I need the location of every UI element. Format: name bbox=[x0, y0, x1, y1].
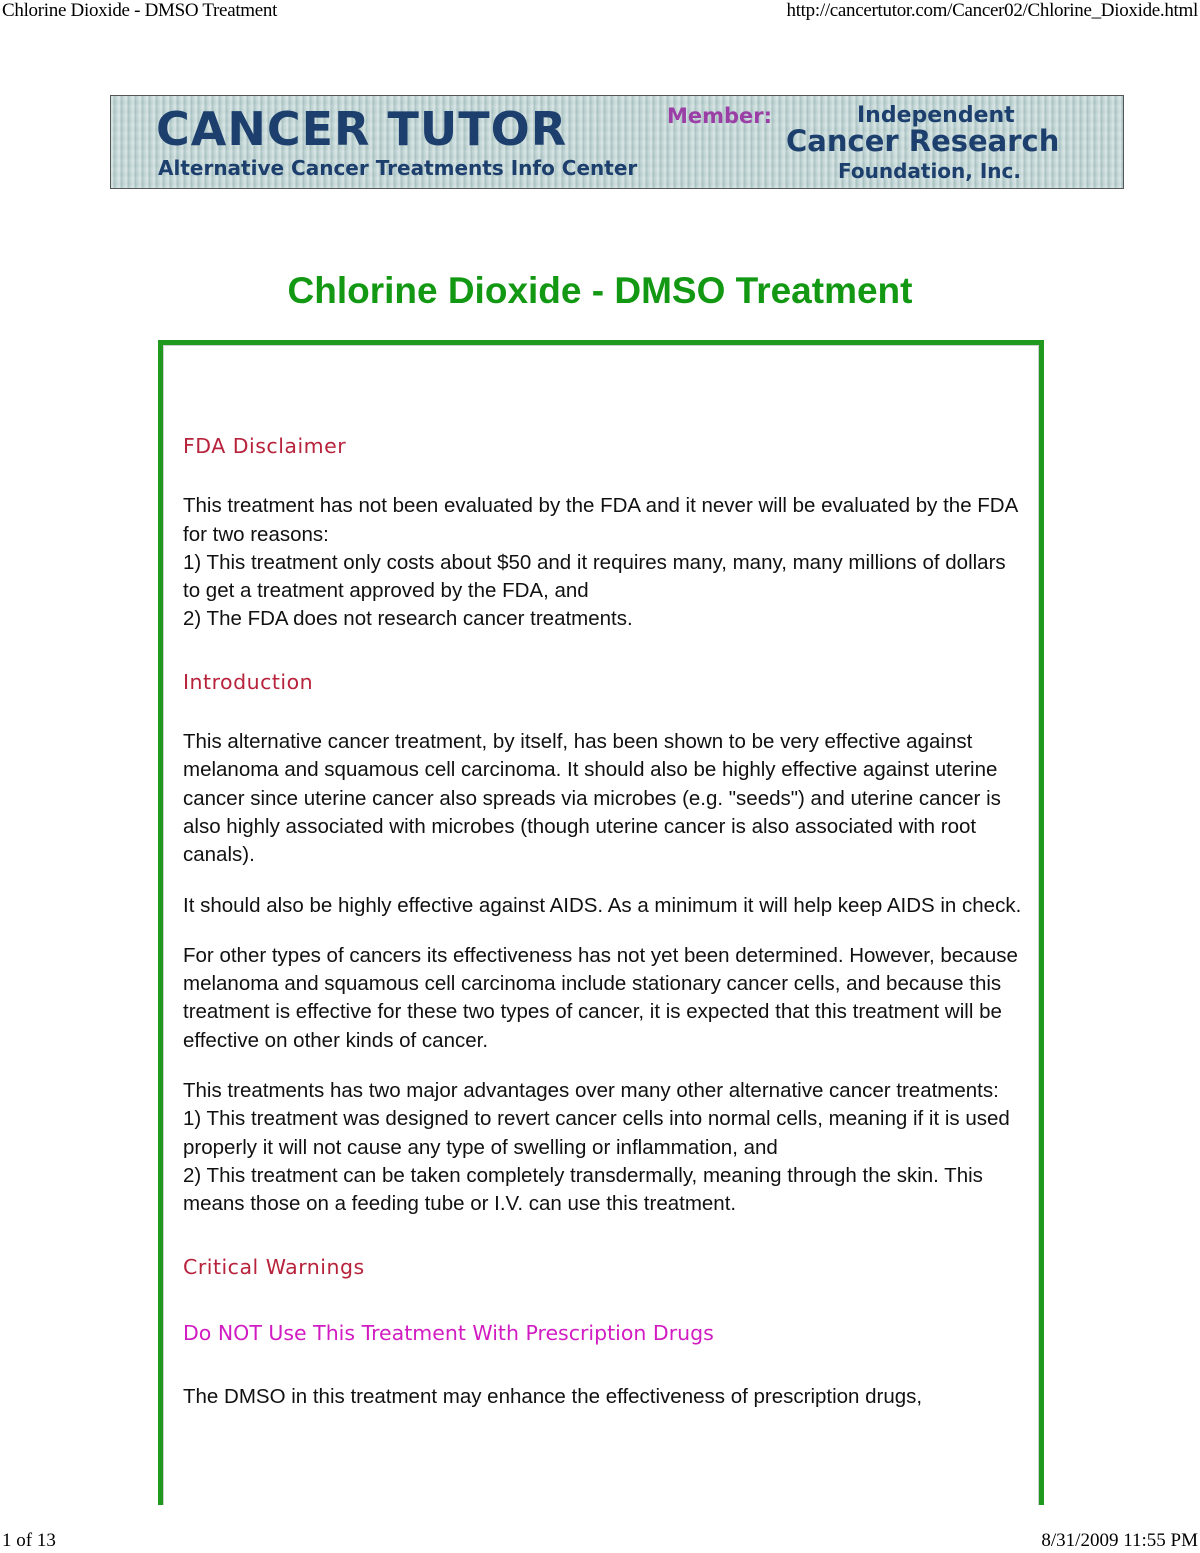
warnings-paragraph-1: The DMSO in this treatment may enhance the effectiveness of prescription drugs, bbox=[183, 1385, 923, 1409]
fda-disclaimer-heading: FDA Disclaimer bbox=[183, 434, 347, 458]
intro-p4-line-3: 2) This treatment can be taken completely transdermally, meaning through the skin. This means those on a feeding tube or I.V. can use this treatment. bbox=[183, 1163, 983, 1216]
intro-p4-line-2: 1) This treatment was designed to revert cancer cells into normal cells, meaning if it is used properly it will not cause any type of swelling or inflammation, and bbox=[183, 1107, 1010, 1159]
print-header-title: Chlorine Dioxide - DMSO Treatment bbox=[2, 0, 278, 21]
intro-p4-line-1: This treatments has two major advantages over many other alternative cancer treatments: bbox=[183, 1079, 999, 1103]
prescription-drugs-warning-heading: Do NOT Use This Treatment With Prescription Drugs bbox=[183, 1320, 714, 1345]
content-box bbox=[158, 340, 1044, 1505]
intro-paragraph-3: For other types of cancers its effectiveness has not yet been determined. However, because melanoma and squamous cell carcinoma include stationary cancer cells, and because this treatment is effective for these two types of cancer, it is expected that this treatment will be effective on other kinds of cancer. bbox=[183, 943, 1018, 1052]
fda-line-1: This treatment has not been evaluated by the FDA and it never will be evaluated by the FDA for two reasons: bbox=[183, 494, 1018, 546]
critical-warnings-heading: Critical Warnings bbox=[183, 1254, 365, 1279]
intro-paragraph-4 bbox=[183, 1077, 1023, 1218]
fda-disclaimer-text bbox=[183, 492, 1023, 633]
site-banner[interactable] bbox=[110, 95, 1124, 189]
banner-foundation: Foundation, Inc. bbox=[838, 159, 1021, 183]
print-footer-datetime: 8/31/2009 11:55 PM bbox=[1041, 1530, 1198, 1551]
fda-line-3: 2) The FDA does not research cancer treatments. bbox=[183, 607, 633, 631]
print-footer-page-count: 1 of 13 bbox=[2, 1530, 56, 1551]
intro-paragraph-1: This alternative cancer treatment, by itself, has been shown to be very effective against melanoma and squamous cell carcinoma. It should also be highly effective against uterine cancer since uterine cancer also spreads via microbes (e.g. "seeds") and uterine cancer is also highly associated with microbes (though uterine cancer is also associated with root canals). bbox=[183, 730, 1001, 867]
banner-member-label: Member: bbox=[667, 104, 773, 128]
banner-independent: Independent bbox=[857, 103, 1015, 128]
banner-cancer-research: Cancer Research bbox=[786, 124, 1060, 158]
introduction-heading: Introduction bbox=[183, 669, 314, 694]
banner-subtitle: Alternative Cancer Treatments Info Center bbox=[158, 156, 638, 180]
print-header-url: http://cancertutor.com/Cancer02/Chlorine_Dioxide.html bbox=[786, 0, 1198, 21]
intro-paragraph-2: It should also be highly effective against AIDS. As a minimum it will help keep AIDS in check. bbox=[183, 893, 1022, 917]
banner-title: CANCER TUTOR bbox=[156, 102, 568, 156]
fda-line-2: 1) This treatment only costs about $50 and it requires many, many, many millions of dollars to get a treatment approved by the FDA, and bbox=[183, 550, 1006, 603]
page-title: Chlorine Dioxide - DMSO Treatment bbox=[287, 270, 913, 311]
article-content bbox=[183, 432, 1023, 1411]
